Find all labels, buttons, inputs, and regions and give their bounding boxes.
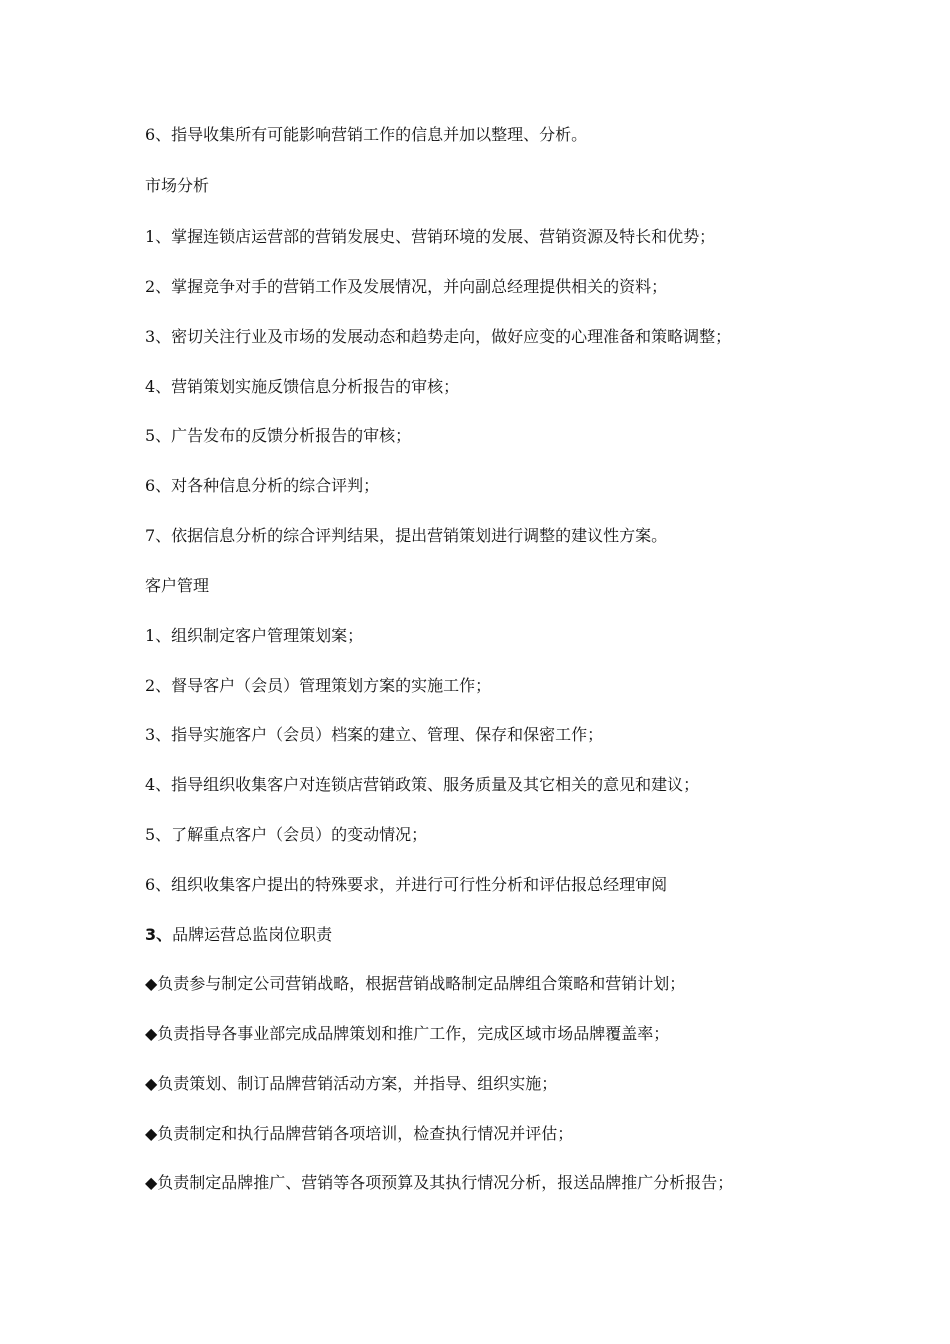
text-line: 5、广告发布的反馈分析报告的审核； <box>145 426 412 445</box>
section-number: 3、 <box>145 925 173 944</box>
text-line: 3、指导实施客户（会员）档案的建立、管理、保存和保密工作； <box>145 725 604 744</box>
text-line: 6、指导收集所有可能影响营销工作的信息并加以整理、分析。 <box>145 125 588 144</box>
section-heading-brand-director <box>145 924 332 946</box>
section-heading-market-analysis: 市场分析 <box>145 176 210 195</box>
text-line: 3、密切关注行业及市场的发展动态和趋势走向，做好应变的心理准备和策略调整； <box>145 327 732 346</box>
text-line: 2、掌握竞争对手的营销工作及发展情况，并向副总经理提供相关的资料； <box>145 277 668 296</box>
text-line: 1、组织制定客户管理策划案； <box>145 626 364 645</box>
text-line: 6、对各种信息分析的综合评判； <box>145 476 380 495</box>
text-line: 7、依据信息分析的综合评判结果，提出营销策划进行调整的建议性方案。 <box>145 526 668 545</box>
text-line: 1、掌握连锁店运营部的营销发展史、营销环境的发展、营销资源及特长和优势； <box>145 227 716 246</box>
bullet-item: ◆负责制定品牌推广、营销等各项预算及其执行情况分析，报送品牌推广分析报告； <box>145 1173 734 1192</box>
section-title: 品牌运营总监岗位职责 <box>172 925 333 944</box>
section-heading-customer-management: 客户管理 <box>145 576 210 595</box>
text-line: 6、组织收集客户提出的特殊要求，并进行可行性分析和评估报总经理审阅 <box>145 875 668 894</box>
text-line: 2、督导客户（会员）管理策划方案的实施工作； <box>145 676 492 695</box>
bullet-item: ◆负责制定和执行品牌营销各项培训，检查执行情况并评估； <box>145 1124 574 1143</box>
bullet-item: ◆负责策划、制订品牌营销活动方案，并指导、组织实施； <box>145 1074 558 1093</box>
text-line: 5、了解重点客户（会员）的变动情况； <box>145 825 428 844</box>
bullet-item: ◆负责指导各事业部完成品牌策划和推广工作，完成区域市场品牌覆盖率； <box>145 1024 670 1043</box>
text-line: 4、指导组织收集客户对连锁店营销政策、服务质量及其它相关的意见和建议； <box>145 775 700 794</box>
bullet-item: ◆负责参与制定公司营销战略，根据营销战略制定品牌组合策略和营销计划； <box>145 974 686 993</box>
text-line: 4、营销策划实施反馈信息分析报告的审核； <box>145 377 460 396</box>
